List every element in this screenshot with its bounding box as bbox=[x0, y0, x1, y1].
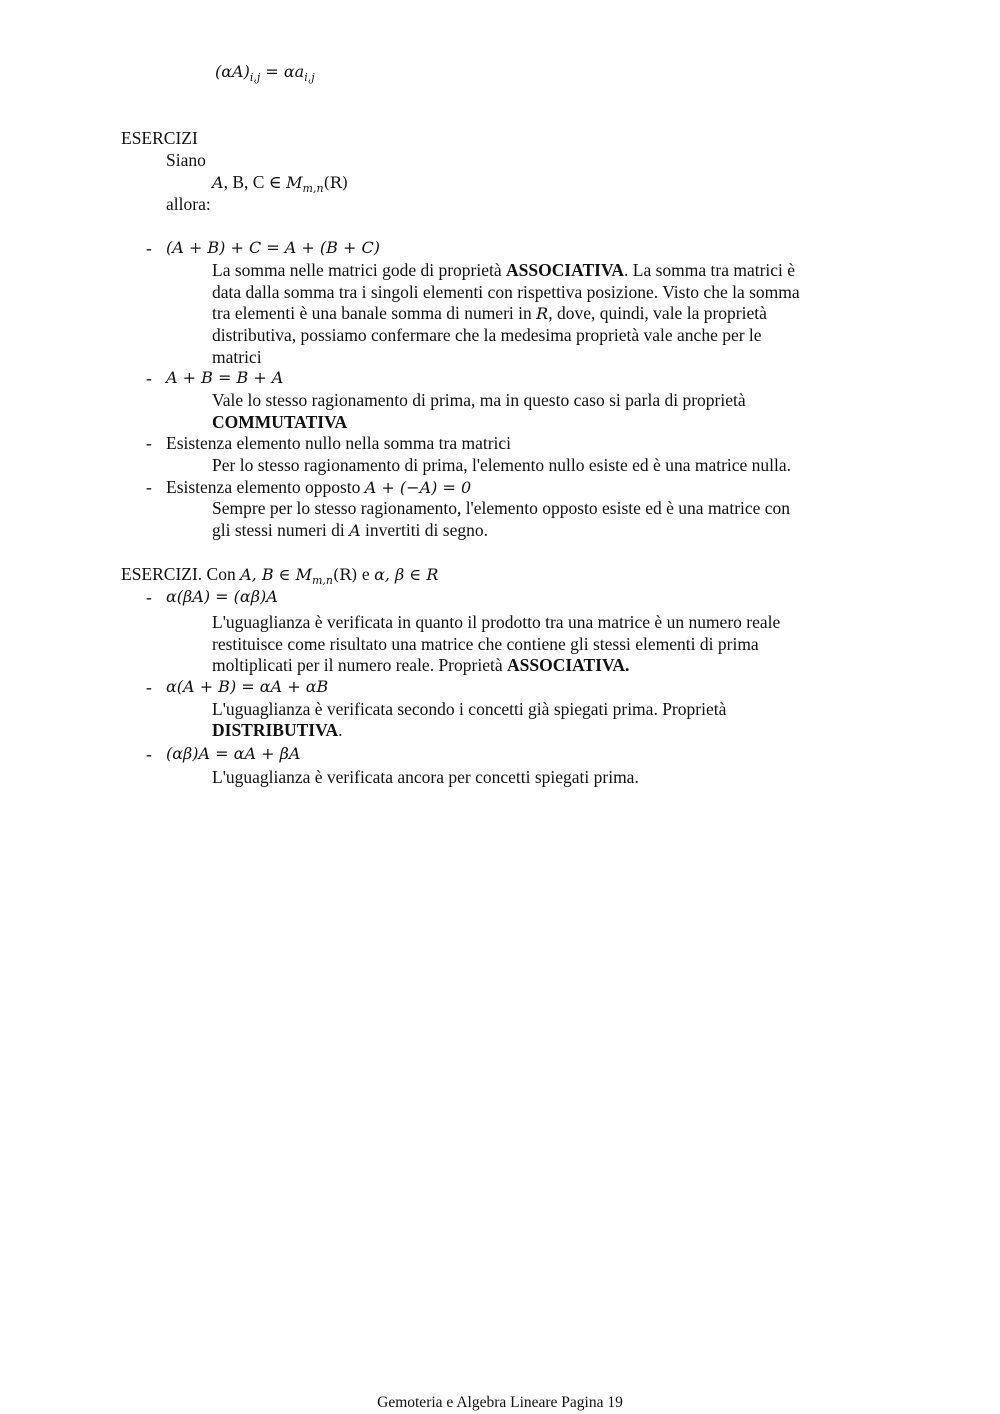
explanation-line: L'uguaglianza è verificata in quanto il prodotto tra una matrice è un numero reale bbox=[212, 612, 781, 632]
explanation-line: Sempre per lo stesso ragionamento, l'elemento opposto esiste ed è una matrice con bbox=[212, 498, 791, 518]
section2-heading: ESERCIZI. Con A, B ∈ $M_{m,n}(R)$ e α, β ∈ R bbox=[121, 564, 439, 587]
explanation-line: matrici bbox=[212, 347, 262, 367]
explanation-line: data dalla somma tra i singoli elementi con rispettiva posizione. Visto che la somma bbox=[212, 282, 800, 302]
explanation-line: DISTRIBUTIVA. bbox=[212, 720, 343, 740]
section1-heading: ESERCIZI bbox=[121, 128, 198, 148]
formula-associativity: (A + B) + C = A + (B + C) bbox=[166, 238, 380, 257]
formula-scalar-associativity: α(βA) = (αβ)A bbox=[166, 587, 278, 606]
list-item-dash: - bbox=[146, 744, 152, 764]
explanation-line: L'uguaglianza è verificata secondo i concetti già spiegati prima. Proprietà bbox=[212, 699, 727, 719]
formula-scalar-distributivity: (αβ)A = αA + βA bbox=[166, 744, 301, 763]
siano-text: Siano bbox=[166, 150, 206, 170]
item-label-null-element: Esistenza elemento nullo nella somma tra matrici bbox=[166, 433, 512, 453]
explanation-line: gli stessi numeri di A invertiti di segno. bbox=[212, 520, 488, 540]
list-item-dash: - bbox=[146, 368, 152, 388]
explanation-line: Vale lo stesso ragionamento di prima, ma in questo caso si parla di proprietà bbox=[212, 390, 746, 410]
list-item-dash: - bbox=[146, 433, 152, 453]
top-formula: $(\alpha A)_{i,j} = \alpha a_{i,j}$ bbox=[215, 62, 315, 84]
explanation-line: La somma nelle matrici gode di proprietà ASSOCIATIVA. La somma tra matrici è bbox=[212, 260, 796, 280]
list-item-dash: - bbox=[146, 238, 152, 258]
explanation-line: moltiplicati per il numero reale. Proprietà ASSOCIATIVA. bbox=[212, 655, 630, 675]
list-item-dash: - bbox=[146, 587, 152, 607]
explanation-line: Per lo stesso ragionamento di prima, l'elemento nullo esiste ed è una matrice nulla. bbox=[212, 455, 792, 475]
explanation-line: COMMUTATIVA bbox=[212, 412, 348, 432]
page-footer: Gemoteria e Algebra Lineare Pagina 19 bbox=[377, 1394, 623, 1411]
list-item-dash: - bbox=[146, 677, 152, 697]
explanation-line: L'uguaglianza è verificata ancora per concetti spiegati prima. bbox=[212, 767, 639, 787]
allora-text: allora: bbox=[166, 194, 211, 214]
formula-commutativity: A + B = B + A bbox=[166, 368, 284, 387]
formula-distributivity: α(A + B) = αA + αB bbox=[166, 677, 329, 696]
explanation-line: restituisce come risultato una matrice che contiene gli stessi elementi di prima bbox=[212, 634, 759, 654]
set-definition: A, B, C ∈ $M_{m,n}(R)$ bbox=[212, 172, 349, 195]
explanation-line: distributiva, possiamo confermare che la medesima proprietà vale anche per le bbox=[212, 325, 762, 345]
item-label-opposite-element: Esistenza elemento opposto A + (−A) = 0 bbox=[166, 477, 472, 497]
list-item-dash: - bbox=[146, 477, 152, 497]
explanation-line: tra elementi è una banale somma di numeri in R, dove, quindi, vale la proprietà bbox=[212, 303, 767, 323]
